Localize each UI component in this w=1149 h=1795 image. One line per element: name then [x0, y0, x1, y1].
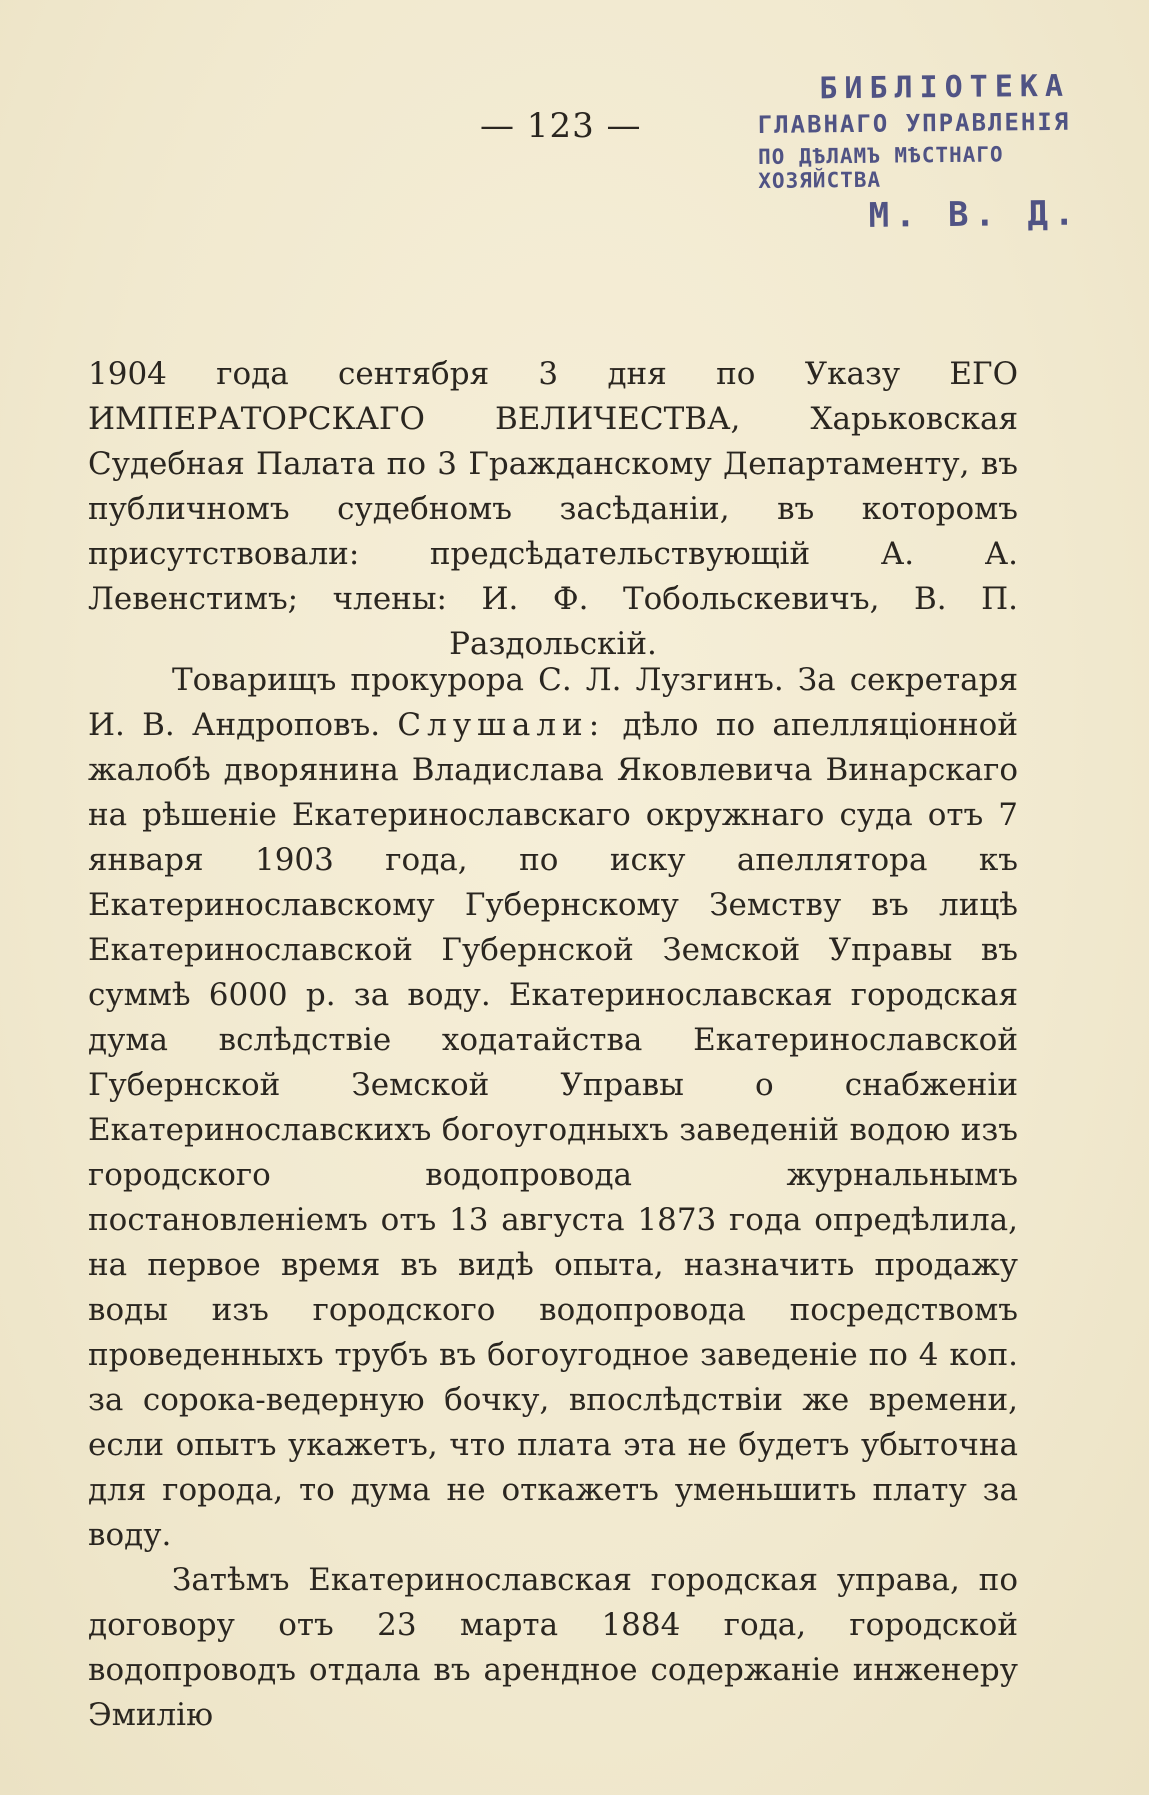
- document-body: [88, 658, 1018, 1738]
- paragraph-2: Затѣмъ Екатеринославская городская управа, по договору отъ 23 марта 1884 года, городской водопроводъ отдала въ арендное содержаніе инженеру Эмилію: [88, 1562, 1018, 1733]
- session-heading: 1904 года сентября 3 дня по Указу ЕГО ИМПЕРАТОРСКАГО ВЕЛИЧЕСТВА, Харьковская Судебная Палата по 3 Гражданскому Департаменту, въ публичномъ судебномъ засѣданіи, въ которомъ присутствовали: предсѣдательствующій А. А. Левенстимъ; члены: И. Ф. Тобольскевичъ, В. П. Раздольскій.: [88, 356, 1018, 662]
- paragraph-1: [88, 658, 1018, 1558]
- library-stamp: [757, 68, 1139, 237]
- page-number: — 123 —: [480, 106, 642, 146]
- paragraph-1-start: Товарищъ прокурора С. Л. Лузгинъ. За секретаря И. В. Андроповъ.: [88, 662, 1018, 743]
- stamp-line-2: ГЛАВНАГО УПРАВЛЕНІЯ: [757, 107, 1071, 139]
- paragraph-1-rest: дѣло по апелляціонной жалобѣ дворянина Владислава Яковлевича Винарскаго на рѣшеніе Екатеринославскаго окружнаго суда отъ 7 января 1903 года, по иску апеллятора къ Екатеринославскому Губернскому Земству въ лицѣ Екатеринославской Губернской Земской Управы въ суммѣ 6000 р. за воду. Екатеринославская городская дума вслѣдствіе ходатайства Екатеринославской Губернской Земской Управы о снабженіи Екатеринославскихъ богоугодныхъ заведеній водою изъ городского водопровода журнальнымъ постановленіемъ отъ 13 августа 1873 года опредѣлила, на первое время въ видѣ опыта, назначить продажу воды изъ городского водопровода посредствомъ проведенныхъ трубъ въ богоугодное заведеніе по 4 коп. за сорока-ведерную бочку, впослѣдствіи же времени, если опытъ укажетъ, что плата эта не будетъ убыточна для города, то дума не откажетъ уменьшить плату за воду.: [88, 707, 1019, 1553]
- stamp-line-4: М. В. Д.: [868, 193, 1081, 236]
- stamp-line-3: ПО ДѢЛАМЪ МѢСТНАГО ХОЗЯЙСТВА: [757, 142, 1004, 193]
- paragraph-1-spaced-word: Слушали:: [397, 707, 606, 743]
- stamp-line-1: БИБЛІОТЕКА: [819, 68, 1071, 107]
